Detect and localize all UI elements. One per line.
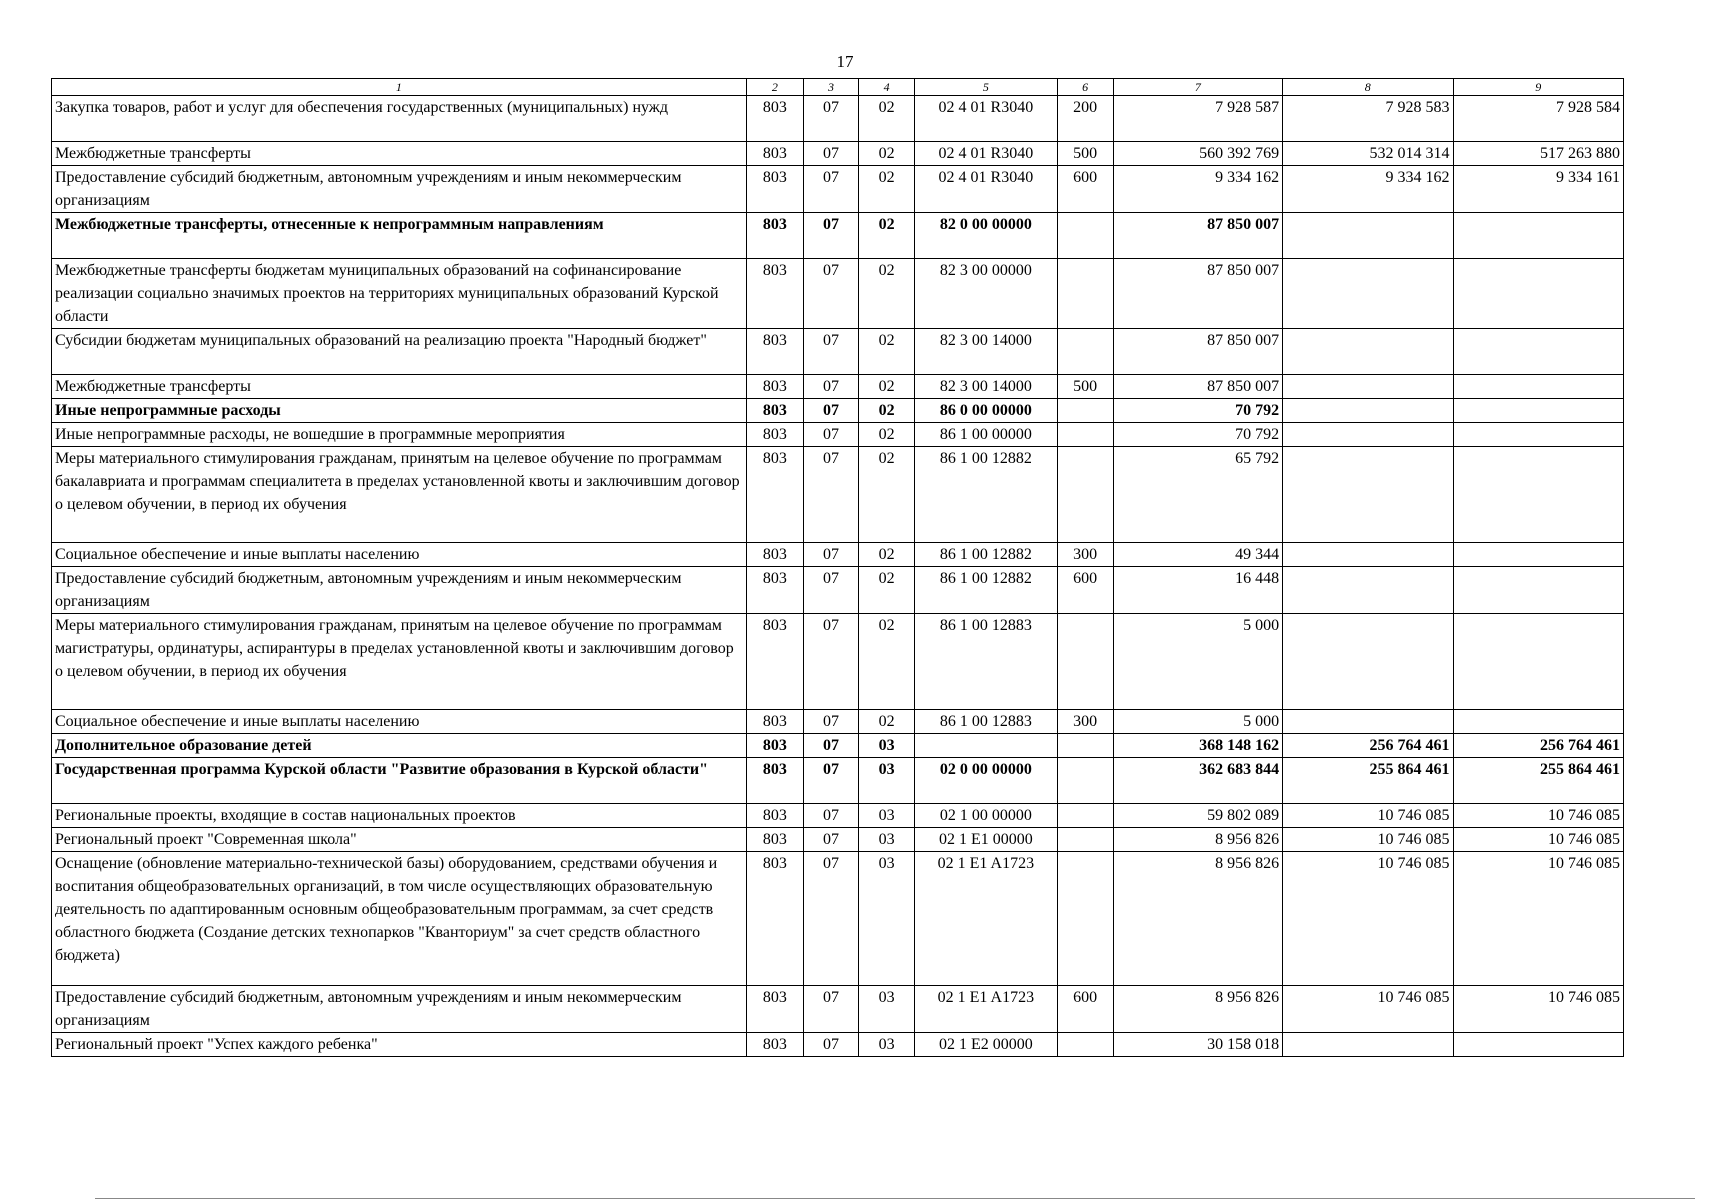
cell-description: Предоставление субсидий бюджетным, автономным учреждениям и иным некоммерческим организациям [52, 166, 747, 213]
cell-amount-year-3: 256 764 461 [1453, 734, 1623, 758]
cell-description: Межбюджетные трансферты бюджетам муниципальных образований на софинансирование реализации социально значимых проектов на территориях муниципальных образований Курской области [52, 259, 747, 329]
cell-target-article: 82 0 00 00000 [915, 213, 1057, 259]
cell-ministry-code: 803 [746, 96, 803, 142]
cell-amount-year-2 [1283, 399, 1453, 423]
cell-expense-type: 200 [1057, 96, 1113, 142]
cell-subsection: 02 [859, 399, 915, 423]
cell-amount-year-2: 7 928 583 [1283, 96, 1453, 142]
cell-amount-year-2 [1283, 423, 1453, 447]
cell-expense-type: 500 [1057, 142, 1113, 166]
cell-expense-type [1057, 734, 1113, 758]
cell-description: Межбюджетные трансферты [52, 142, 747, 166]
table-row [52, 213, 1624, 259]
cell-amount-year-1: 8 956 826 [1113, 852, 1282, 986]
cell-subsection: 02 [859, 259, 915, 329]
cell-section: 07 [803, 213, 858, 259]
cell-amount-year-2 [1283, 447, 1453, 543]
column-number: 6 [1057, 79, 1113, 96]
cell-ministry-code: 803 [746, 567, 803, 614]
table-row [52, 986, 1624, 1033]
column-number: 9 [1453, 79, 1623, 96]
cell-expense-type [1057, 1033, 1113, 1057]
cell-section: 07 [803, 1033, 858, 1057]
cell-target-article: 02 1 E1 A1723 [915, 852, 1057, 986]
cell-amount-year-3 [1453, 375, 1623, 399]
cell-subsection: 03 [859, 852, 915, 986]
cell-expense-type [1057, 804, 1113, 828]
cell-amount-year-3 [1453, 259, 1623, 329]
cell-target-article: 86 1 00 12882 [915, 567, 1057, 614]
cell-expense-type [1057, 447, 1113, 543]
cell-amount-year-3: 9 334 161 [1453, 166, 1623, 213]
cell-ministry-code: 803 [746, 804, 803, 828]
cell-amount-year-1: 49 344 [1113, 543, 1282, 567]
cell-section: 07 [803, 329, 858, 375]
cell-target-article: 02 1 00 00000 [915, 804, 1057, 828]
cell-section: 07 [803, 852, 858, 986]
cell-amount-year-3 [1453, 614, 1623, 710]
cell-section: 07 [803, 447, 858, 543]
column-number: 5 [915, 79, 1057, 96]
cell-target-article: 86 1 00 12883 [915, 614, 1057, 710]
cell-ministry-code: 803 [746, 423, 803, 447]
cell-amount-year-2 [1283, 567, 1453, 614]
cell-description: Меры материального стимулирования гражданам, принятым на целевое обучение по программам магистратуры, ординатуры, аспирантуры в пределах установленной квоты и заключившим договор о целевом обучении, в период их обучения [52, 614, 747, 710]
cell-target-article: 86 1 00 00000 [915, 423, 1057, 447]
table-row [52, 375, 1624, 399]
cell-target-article: 82 3 00 14000 [915, 329, 1057, 375]
cell-description: Социальное обеспечение и иные выплаты населению [52, 543, 747, 567]
cell-expense-type: 300 [1057, 543, 1113, 567]
column-number: 7 [1113, 79, 1282, 96]
cell-amount-year-2 [1283, 543, 1453, 567]
cell-section: 07 [803, 96, 858, 142]
table-row [52, 710, 1624, 734]
cell-amount-year-1: 5 000 [1113, 710, 1282, 734]
cell-target-article: 82 3 00 14000 [915, 375, 1057, 399]
cell-expense-type: 600 [1057, 986, 1113, 1033]
cell-amount-year-3: 10 746 085 [1453, 804, 1623, 828]
cell-description: Государственная программа Курской области "Развитие образования в Курской области" [52, 758, 747, 804]
cell-expense-type [1057, 614, 1113, 710]
column-number: 4 [859, 79, 915, 96]
table-row [52, 734, 1624, 758]
cell-description: Иные непрограммные расходы, не вошедшие в программные мероприятия [52, 423, 747, 447]
cell-description: Предоставление субсидий бюджетным, автономным учреждениям и иным некоммерческим организациям [52, 567, 747, 614]
cell-subsection: 03 [859, 986, 915, 1033]
cell-amount-year-2 [1283, 375, 1453, 399]
cell-target-article: 02 1 E1 A1723 [915, 986, 1057, 1033]
scan-edge-line [95, 1198, 1695, 1199]
column-number: 1 [52, 79, 747, 96]
table-body [52, 96, 1624, 1057]
cell-section: 07 [803, 399, 858, 423]
cell-ministry-code: 803 [746, 986, 803, 1033]
cell-target-article: 86 1 00 12883 [915, 710, 1057, 734]
cell-amount-year-1: 560 392 769 [1113, 142, 1282, 166]
cell-amount-year-2 [1283, 1033, 1453, 1057]
cell-expense-type: 600 [1057, 567, 1113, 614]
cell-ministry-code: 803 [746, 614, 803, 710]
column-number: 8 [1283, 79, 1453, 96]
cell-target-article: 02 0 00 00000 [915, 758, 1057, 804]
cell-amount-year-1: 7 928 587 [1113, 96, 1282, 142]
cell-expense-type: 500 [1057, 375, 1113, 399]
cell-amount-year-3: 10 746 085 [1453, 852, 1623, 986]
cell-description: Иные непрограммные расходы [52, 399, 747, 423]
cell-subsection: 02 [859, 543, 915, 567]
cell-subsection: 02 [859, 166, 915, 213]
cell-amount-year-1: 8 956 826 [1113, 986, 1282, 1033]
cell-ministry-code: 803 [746, 852, 803, 986]
cell-subsection: 02 [859, 447, 915, 543]
cell-description: Предоставление субсидий бюджетным, автономным учреждениям и иным некоммерческим организациям [52, 986, 747, 1033]
cell-amount-year-1: 368 148 162 [1113, 734, 1282, 758]
table-row [52, 447, 1624, 543]
cell-expense-type [1057, 213, 1113, 259]
cell-section: 07 [803, 543, 858, 567]
cell-target-article: 02 4 01 R3040 [915, 142, 1057, 166]
cell-expense-type [1057, 259, 1113, 329]
cell-ministry-code: 803 [746, 734, 803, 758]
cell-amount-year-2 [1283, 614, 1453, 710]
cell-amount-year-2: 10 746 085 [1283, 828, 1453, 852]
cell-description: Региональный проект "Успех каждого ребенка" [52, 1033, 747, 1057]
cell-target-article: 86 1 00 12882 [915, 543, 1057, 567]
cell-subsection: 02 [859, 96, 915, 142]
cell-subsection: 02 [859, 614, 915, 710]
cell-amount-year-2 [1283, 329, 1453, 375]
cell-description: Оснащение (обновление материально-технической базы) оборудованием, средствами обучения и воспитания общеобразовательных организаций, в том числе осуществляющих образовательную деятельность по адаптированным основным общеобразовательным программам, за счет средств областного бюджета (Создание детских технопарков "Кванториум" за счет средств областного бюджета) [52, 852, 747, 986]
cell-amount-year-1: 87 850 007 [1113, 375, 1282, 399]
cell-section: 07 [803, 986, 858, 1033]
cell-amount-year-3: 10 746 085 [1453, 986, 1623, 1033]
cell-amount-year-1: 87 850 007 [1113, 259, 1282, 329]
cell-ministry-code: 803 [746, 543, 803, 567]
cell-amount-year-2: 256 764 461 [1283, 734, 1453, 758]
cell-section: 07 [803, 734, 858, 758]
cell-description: Межбюджетные трансферты, отнесенные к непрограммным направлениям [52, 213, 747, 259]
cell-subsection: 03 [859, 804, 915, 828]
cell-target-article: 02 4 01 R3040 [915, 96, 1057, 142]
table-row [52, 142, 1624, 166]
cell-subsection: 02 [859, 423, 915, 447]
table-row [52, 852, 1624, 986]
table-row [52, 828, 1624, 852]
cell-amount-year-2: 9 334 162 [1283, 166, 1453, 213]
cell-section: 07 [803, 259, 858, 329]
column-number-row [52, 79, 1624, 96]
cell-amount-year-2 [1283, 259, 1453, 329]
cell-amount-year-3 [1453, 213, 1623, 259]
cell-ministry-code: 803 [746, 166, 803, 213]
cell-expense-type [1057, 399, 1113, 423]
cell-target-article: 82 3 00 00000 [915, 259, 1057, 329]
cell-section: 07 [803, 423, 858, 447]
cell-expense-type [1057, 852, 1113, 986]
cell-amount-year-1: 16 448 [1113, 567, 1282, 614]
cell-amount-year-3 [1453, 543, 1623, 567]
cell-amount-year-1: 5 000 [1113, 614, 1282, 710]
cell-description: Меры материального стимулирования гражданам, принятым на целевое обучение по программам бакалавриата и программам специалитета в пределах установленной квоты и заключившим договор о целевом обучении, в период их обучения [52, 447, 747, 543]
cell-description: Социальное обеспечение и иные выплаты населению [52, 710, 747, 734]
cell-description: Закупка товаров, работ и услуг для обеспечения государственных (муниципальных) нужд [52, 96, 747, 142]
cell-subsection: 03 [859, 758, 915, 804]
cell-amount-year-2: 532 014 314 [1283, 142, 1453, 166]
cell-subsection: 02 [859, 213, 915, 259]
cell-amount-year-3 [1453, 1033, 1623, 1057]
cell-target-article: 86 1 00 12882 [915, 447, 1057, 543]
column-number: 2 [746, 79, 803, 96]
cell-ministry-code: 803 [746, 399, 803, 423]
cell-description: Региональные проекты, входящие в состав национальных проектов [52, 804, 747, 828]
cell-amount-year-3: 10 746 085 [1453, 828, 1623, 852]
cell-amount-year-3 [1453, 567, 1623, 614]
cell-description: Дополнительное образование детей [52, 734, 747, 758]
cell-amount-year-3 [1453, 329, 1623, 375]
cell-section: 07 [803, 142, 858, 166]
table-row [52, 329, 1624, 375]
cell-amount-year-2 [1283, 213, 1453, 259]
table-row [52, 166, 1624, 213]
table-row [52, 758, 1624, 804]
cell-expense-type [1057, 758, 1113, 804]
page-number: 17 [836, 52, 854, 71]
cell-amount-year-2: 10 746 085 [1283, 852, 1453, 986]
cell-target-article [915, 734, 1057, 758]
cell-target-article: 86 0 00 00000 [915, 399, 1057, 423]
cell-subsection: 02 [859, 710, 915, 734]
table-row [52, 804, 1624, 828]
cell-amount-year-1: 65 792 [1113, 447, 1282, 543]
cell-subsection: 03 [859, 1033, 915, 1057]
table-row [52, 1033, 1624, 1057]
cell-amount-year-1: 30 158 018 [1113, 1033, 1282, 1057]
cell-section: 07 [803, 567, 858, 614]
cell-section: 07 [803, 710, 858, 734]
cell-description: Региональный проект "Современная школа" [52, 828, 747, 852]
cell-expense-type [1057, 828, 1113, 852]
cell-amount-year-2 [1283, 710, 1453, 734]
cell-amount-year-2: 255 864 461 [1283, 758, 1453, 804]
cell-ministry-code: 803 [746, 828, 803, 852]
cell-amount-year-1: 8 956 826 [1113, 828, 1282, 852]
cell-amount-year-3 [1453, 710, 1623, 734]
table-row [52, 96, 1624, 142]
cell-expense-type [1057, 329, 1113, 375]
table-row [52, 399, 1624, 423]
cell-amount-year-2: 10 746 085 [1283, 986, 1453, 1033]
cell-ministry-code: 803 [746, 447, 803, 543]
cell-section: 07 [803, 375, 858, 399]
cell-amount-year-3: 7 928 584 [1453, 96, 1623, 142]
cell-ministry-code: 803 [746, 213, 803, 259]
cell-amount-year-3: 255 864 461 [1453, 758, 1623, 804]
cell-ministry-code: 803 [746, 259, 803, 329]
cell-target-article: 02 1 E2 00000 [915, 1033, 1057, 1057]
cell-ministry-code: 803 [746, 142, 803, 166]
cell-subsection: 03 [859, 828, 915, 852]
cell-ministry-code: 803 [746, 710, 803, 734]
cell-amount-year-1: 87 850 007 [1113, 329, 1282, 375]
cell-section: 07 [803, 614, 858, 710]
cell-expense-type: 300 [1057, 710, 1113, 734]
cell-amount-year-1: 9 334 162 [1113, 166, 1282, 213]
table-row [52, 614, 1624, 710]
cell-subsection: 02 [859, 567, 915, 614]
cell-amount-year-1: 70 792 [1113, 423, 1282, 447]
cell-expense-type [1057, 423, 1113, 447]
cell-expense-type: 600 [1057, 166, 1113, 213]
table-row [52, 259, 1624, 329]
cell-amount-year-1: 59 802 089 [1113, 804, 1282, 828]
cell-subsection: 03 [859, 734, 915, 758]
cell-ministry-code: 803 [746, 375, 803, 399]
cell-target-article: 02 1 E1 00000 [915, 828, 1057, 852]
table-row [52, 543, 1624, 567]
cell-subsection: 02 [859, 142, 915, 166]
cell-subsection: 02 [859, 329, 915, 375]
cell-target-article: 02 4 01 R3040 [915, 166, 1057, 213]
cell-amount-year-1: 70 792 [1113, 399, 1282, 423]
cell-amount-year-3 [1453, 399, 1623, 423]
cell-amount-year-2: 10 746 085 [1283, 804, 1453, 828]
cell-section: 07 [803, 828, 858, 852]
table-row [52, 567, 1624, 614]
cell-section: 07 [803, 166, 858, 213]
cell-amount-year-3: 517 263 880 [1453, 142, 1623, 166]
column-number: 3 [803, 79, 858, 96]
cell-description: Межбюджетные трансферты [52, 375, 747, 399]
table-row [52, 423, 1624, 447]
cell-amount-year-3 [1453, 423, 1623, 447]
cell-subsection: 02 [859, 375, 915, 399]
cell-section: 07 [803, 758, 858, 804]
cell-ministry-code: 803 [746, 758, 803, 804]
cell-section: 07 [803, 804, 858, 828]
cell-ministry-code: 803 [746, 329, 803, 375]
cell-amount-year-1: 362 683 844 [1113, 758, 1282, 804]
cell-ministry-code: 803 [746, 1033, 803, 1057]
cell-description: Субсидии бюджетам муниципальных образований на реализацию проекта "Народный бюджет" [52, 329, 747, 375]
cell-amount-year-1: 87 850 007 [1113, 213, 1282, 259]
budget-table [51, 78, 1624, 1057]
cell-amount-year-3 [1453, 447, 1623, 543]
